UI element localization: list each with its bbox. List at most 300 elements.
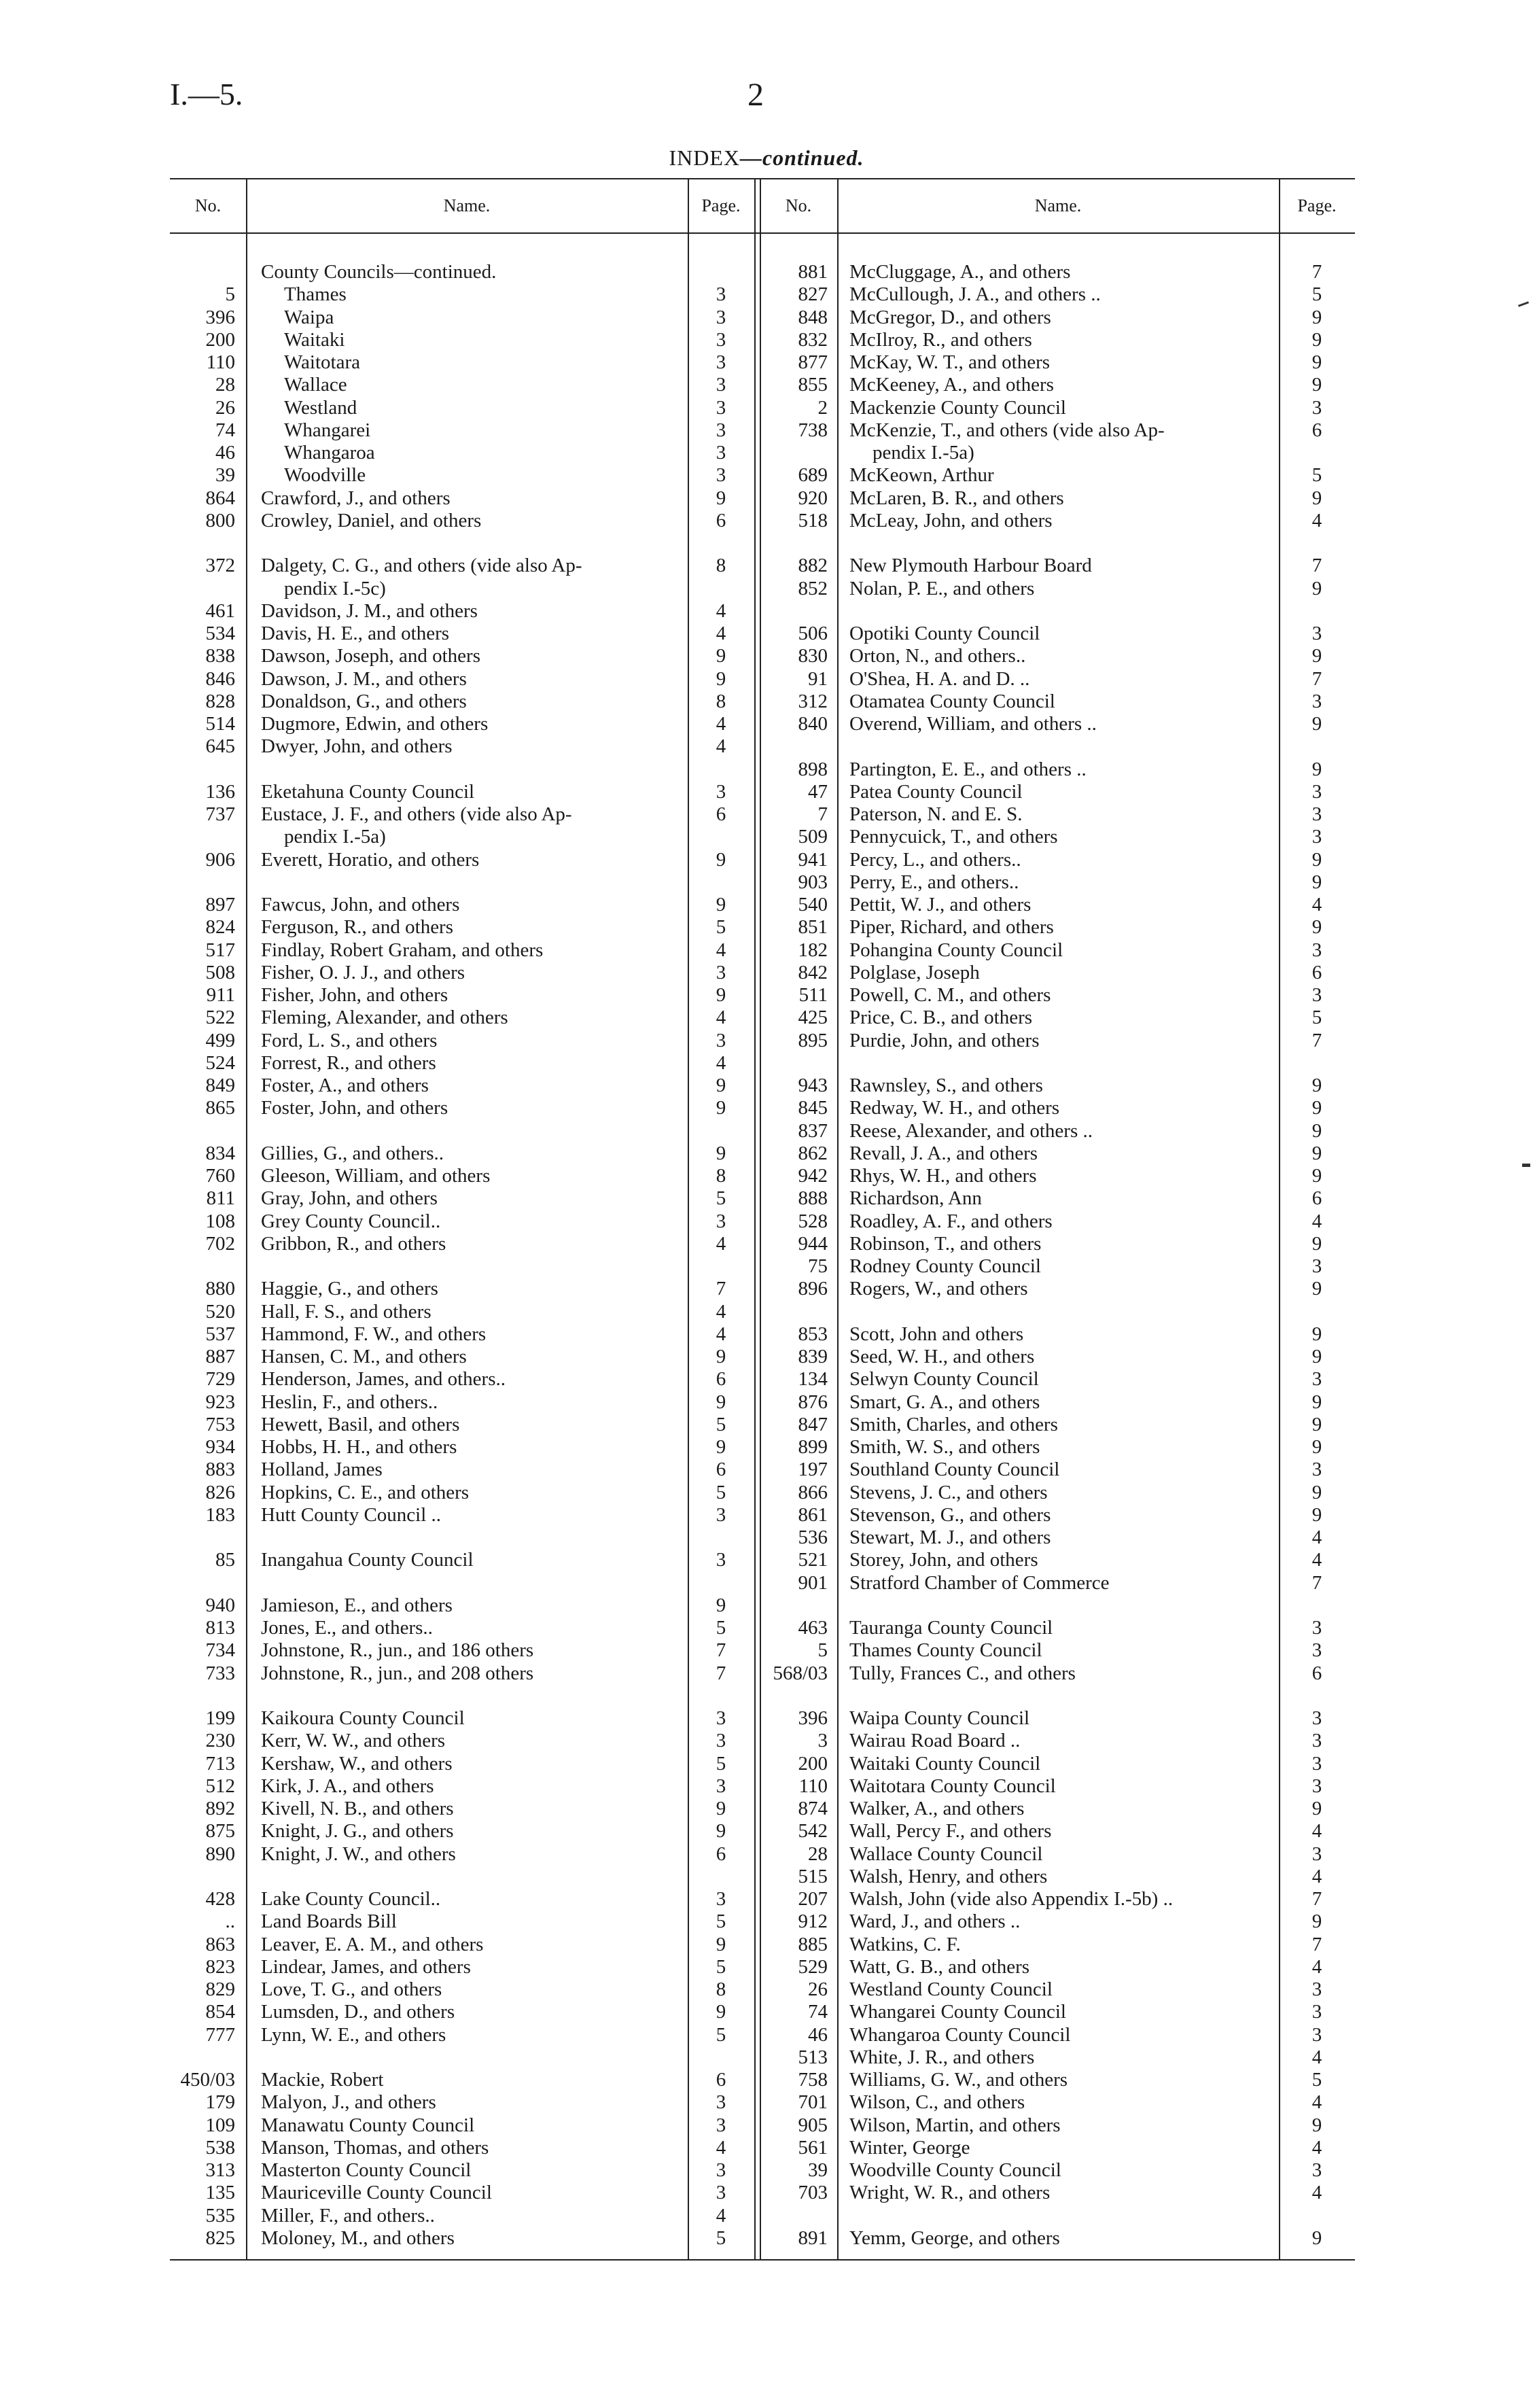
page-number: 2: [747, 77, 764, 113]
table-row: [170, 510, 754, 532]
entry-number: 901: [798, 1571, 828, 1594]
entry-page: 3: [1311, 1752, 1322, 1775]
table-row: [170, 1459, 754, 1481]
entry-number: 823: [205, 1955, 235, 1978]
table-row: [170, 2046, 754, 2069]
entry-number: 499: [205, 1029, 235, 1051]
table-row: [760, 758, 1355, 781]
entry-number: 26: [808, 1978, 828, 2000]
entry-page: 4: [1311, 2182, 1322, 2204]
entry-page: 9: [716, 645, 726, 667]
entry-number: 520: [205, 1300, 235, 1323]
entry-page: 7: [1311, 1933, 1322, 1955]
entry-name: Haggie, G., and others: [261, 1278, 438, 1300]
entry-name: Wairau Road Board ..: [849, 1730, 1021, 1752]
entry-number: 463: [798, 1617, 828, 1639]
entry-page: 9: [716, 1594, 726, 1616]
entry-name: Everett, Horatio, and others: [261, 848, 480, 871]
entry-page: 9: [716, 1075, 726, 1096]
entry-name: Mackie, Robert: [261, 2069, 384, 2091]
entry-name: Pennycuick, T., and others: [849, 826, 1058, 848]
entry-number: 826: [205, 1481, 235, 1503]
entry-name: Lindear, James, and others: [261, 1955, 471, 1978]
table-row: [760, 397, 1355, 419]
entry-name: Williams, G. W., and others: [849, 2069, 1068, 2091]
entry-number: 824: [205, 916, 235, 939]
entry-name: McKeown, Arthur: [849, 464, 994, 487]
entry-number: 854: [205, 2001, 235, 2023]
entry-name: Purdie, John, and others: [849, 1029, 1040, 1051]
entry-number: 940: [205, 1594, 235, 1616]
entry-number: 2: [817, 396, 828, 419]
entry-name: Paterson, N. and E. S.: [849, 803, 1023, 825]
entry-number: 920: [798, 487, 828, 509]
entry-page: 9: [716, 1933, 726, 1955]
entry-name: Lake County Council..: [261, 1888, 441, 1910]
table-row: [170, 532, 754, 555]
entry-number: 5: [817, 1639, 828, 1662]
entry-number: 108: [205, 1210, 235, 1232]
entry-page: 7: [1311, 1029, 1322, 1051]
table-row: [760, 1482, 1355, 1504]
entry-name: Mauriceville County Council: [261, 2182, 492, 2204]
table-row: [760, 1255, 1355, 1278]
entry-page: 9: [1311, 1481, 1322, 1503]
table-row: [760, 1323, 1355, 1346]
entry-page: 9: [1311, 1097, 1322, 1119]
entry-number: 75: [808, 1255, 828, 1277]
table-row: [760, 283, 1355, 306]
entry-name: Gillies, G., and others..: [261, 1142, 444, 1164]
entry-page: 3: [1311, 826, 1322, 848]
entry-name: Hewett, Basil, and others: [261, 1413, 460, 1435]
entry-page: 4: [716, 1007, 726, 1029]
entry-page: 9: [1311, 1165, 1322, 1187]
table-row: [760, 2024, 1355, 2046]
entry-page: 7: [1311, 555, 1322, 577]
entry-page: 3: [716, 2182, 726, 2204]
table-row: [760, 487, 1355, 510]
entry-number: 689: [798, 464, 828, 487]
table-row: [760, 1301, 1355, 1323]
entry-page: 5: [716, 1481, 726, 1503]
entry-page: 3: [1311, 1639, 1322, 1662]
table-row: [170, 1075, 754, 1097]
entry-name: Wilson, Martin, and others: [849, 2114, 1061, 2136]
entry-number: 911: [206, 984, 235, 1006]
entry-number: 515: [798, 1865, 828, 1887]
entry-name: Dwyer, John, and others: [261, 735, 453, 758]
entry-name: Wall, Percy F., and others: [849, 1820, 1052, 1843]
entry-name: Hopkins, C. E., and others: [261, 1481, 470, 1503]
entry-name: pendix I.-5c): [284, 577, 386, 599]
entry-page: 9: [1311, 645, 1322, 667]
entry-page: 8: [716, 690, 726, 712]
entry-page: 3: [1311, 2159, 1322, 2181]
entry-number: 5: [225, 283, 235, 306]
table-row: [170, 894, 754, 916]
entry-name: McKenzie, T., and others (vide also Ap-: [849, 419, 1165, 441]
entry-name: Donaldson, G., and others: [261, 690, 467, 712]
table-row: [760, 645, 1355, 667]
entry-name: Hutt County Council ..: [261, 1503, 442, 1526]
table-row: [170, 397, 754, 419]
table-row: [170, 2069, 754, 2091]
table-row: [760, 2091, 1355, 2114]
entry-number: 777: [205, 2023, 235, 2046]
table-row: [170, 1617, 754, 1639]
table-row: [760, 1165, 1355, 1187]
index-title-main: INDEX: [669, 145, 740, 170]
table-row: [170, 1572, 754, 1594]
table-row: [760, 510, 1355, 532]
entry-number: 513: [798, 2046, 828, 2068]
table-row: [760, 1459, 1355, 1481]
entry-name: Whangarei County Council: [849, 2001, 1066, 2023]
table-row: [760, 1368, 1355, 1391]
entry-number: 568/03: [773, 1662, 828, 1684]
table-row: [170, 826, 754, 848]
entry-page: 9: [1311, 1413, 1322, 1435]
entry-name: McKeeney, A., and others: [849, 374, 1054, 396]
table-row: [760, 623, 1355, 645]
entry-name: Woodville: [284, 464, 366, 487]
entry-page: 9: [1311, 1142, 1322, 1164]
table-row: [170, 1391, 754, 1414]
table-row: [170, 871, 754, 894]
entry-number: ..: [225, 1910, 235, 1933]
entry-number: 800: [205, 509, 235, 531]
table-row: [170, 1639, 754, 1662]
table-row: [170, 1097, 754, 1119]
entry-page: 6: [716, 1843, 726, 1865]
table-row: [760, 1910, 1355, 1933]
entry-number: 450/03: [180, 2069, 235, 2091]
entry-number: 183: [205, 1503, 235, 1526]
entry-number: 845: [798, 1097, 828, 1119]
entry-page: 3: [716, 1888, 726, 1910]
table-row: [760, 1030, 1355, 1052]
index-title: [0, 145, 1533, 171]
entry-page: 8: [716, 1978, 726, 2000]
entry-name: Ford, L. S., and others: [261, 1029, 438, 1051]
table-row: [760, 691, 1355, 713]
entry-number: 28: [215, 374, 235, 396]
table-row: [760, 2182, 1355, 2204]
table-row: [170, 1753, 754, 1775]
entry-page: 9: [1311, 1798, 1322, 1819]
entry-name: McCullough, J. A., and others ..: [849, 283, 1101, 306]
entry-number: 85: [215, 1549, 235, 1571]
entry-page: 9: [1311, 1119, 1322, 1142]
entry-page: 4: [716, 2204, 726, 2227]
entry-number: 135: [205, 2182, 235, 2204]
entry-page: 4: [716, 1323, 726, 1345]
table-row: [170, 691, 754, 713]
entry-number: 511: [798, 984, 828, 1006]
entry-name: Fleming, Alexander, and others: [261, 1007, 508, 1029]
entry-name: Scott, John and others: [849, 1323, 1024, 1345]
table-row: [760, 1685, 1355, 1707]
entry-number: 518: [798, 509, 828, 531]
table-row: [760, 871, 1355, 894]
entry-name: Pettit, W. J., and others: [849, 894, 1032, 915]
entry-number: 876: [798, 1391, 828, 1413]
entry-number: 529: [798, 1955, 828, 1978]
entry-name: Malyon, J., and others: [261, 2091, 436, 2114]
entry-name: Dugmore, Edwin, and others: [261, 713, 489, 735]
entry-page: 6: [716, 1368, 726, 1391]
entry-name: Wallace County Council: [849, 1843, 1043, 1865]
entry-number: 874: [798, 1798, 828, 1819]
entry-number: 892: [205, 1798, 235, 1819]
entry-name: pendix I.-5a): [873, 442, 974, 464]
entry-name: Eketahuna County Council: [261, 780, 475, 803]
table-row: [170, 781, 754, 803]
entry-name: Walker, A., and others: [849, 1798, 1025, 1819]
table-row: [760, 1414, 1355, 1436]
entry-page: 9: [1311, 1391, 1322, 1413]
entry-name: Orton, N., and others..: [849, 645, 1026, 667]
entry-page: 6: [1311, 419, 1322, 441]
entry-page: 9: [716, 1798, 726, 1819]
table-row: [170, 645, 754, 667]
entry-page: 3: [716, 1707, 726, 1729]
entry-number: 110: [206, 351, 235, 373]
entry-number: 109: [205, 2114, 235, 2136]
entry-number: 230: [205, 1730, 235, 1752]
table-row: [170, 329, 754, 351]
entry-name: Whangarei: [284, 419, 371, 441]
entry-number: 39: [215, 464, 235, 487]
entry-number: 200: [205, 328, 235, 351]
table-row: [170, 2114, 754, 2137]
entry-number: 942: [798, 1165, 828, 1187]
entry-name: Rogers, W., and others: [849, 1278, 1028, 1300]
entry-number: 828: [205, 690, 235, 712]
entry-page: 8: [716, 555, 726, 577]
entry-number: 837: [798, 1119, 828, 1142]
entry-number: 7: [817, 803, 828, 825]
entry-number: 738: [798, 419, 828, 441]
entry-name: Ferguson, R., and others: [261, 916, 454, 939]
entry-page: 9: [716, 2001, 726, 2023]
table-row: [170, 758, 754, 781]
entry-number: 197: [798, 1459, 828, 1481]
table-row: [760, 578, 1355, 600]
table-row: [170, 1007, 754, 1029]
entry-name: pendix I.-5a): [284, 826, 386, 848]
entry-page: 9: [1311, 1346, 1322, 1367]
table-row: [170, 1730, 754, 1752]
entry-page: 4: [1311, 1820, 1322, 1843]
entry-number: 703: [798, 2182, 828, 2204]
entry-number: 396: [798, 1707, 828, 1729]
entry-page: 9: [1311, 328, 1322, 351]
table-row: [170, 1549, 754, 1571]
table-row: [760, 1278, 1355, 1300]
entry-page: 4: [1311, 1865, 1322, 1887]
entry-page: 3: [716, 2091, 726, 2114]
entry-name: Findlay, Robert Graham, and others: [261, 939, 544, 961]
entry-page: 3: [1311, 1730, 1322, 1752]
entry-page: 3: [716, 419, 726, 441]
table-row: [170, 1255, 754, 1278]
entry-page: 5: [1311, 283, 1322, 306]
entry-number: 372: [205, 555, 235, 577]
entry-page: 4: [1311, 1210, 1322, 1232]
table-row: [170, 668, 754, 691]
table-top-rule: [170, 178, 1355, 179]
entry-page: 3: [716, 1029, 726, 1051]
entry-page: 9: [1311, 1503, 1322, 1526]
entry-page: 5: [716, 1955, 726, 1978]
entry-number: 846: [205, 667, 235, 690]
table-row: [170, 1594, 754, 1617]
header-bottom-rule: [170, 232, 1355, 234]
table-row: [760, 464, 1355, 487]
table-row: [760, 713, 1355, 735]
entry-number: 912: [798, 1910, 828, 1933]
entry-number: 701: [798, 2091, 828, 2114]
entry-page: 5: [716, 1617, 726, 1639]
entry-page: 9: [1311, 1075, 1322, 1096]
table-row: [760, 555, 1355, 577]
entry-page: 9: [716, 984, 726, 1006]
table-row: [170, 1414, 754, 1436]
table-row: [760, 2114, 1355, 2137]
entry-name: Westland: [284, 396, 357, 419]
table-row: [170, 600, 754, 623]
entry-page: 7: [1311, 667, 1322, 690]
entry-number: 46: [808, 2023, 828, 2046]
table-row: [760, 442, 1355, 464]
entry-name: Watt, G. B., and others: [849, 1955, 1030, 1978]
table-row: [760, 1843, 1355, 1866]
table-row: [760, 1097, 1355, 1119]
table-row: [760, 1504, 1355, 1526]
table-row: [170, 374, 754, 396]
entry-number: 536: [798, 1526, 828, 1548]
entry-name: Dalgety, C. G., and others (vide also Ap-: [261, 555, 582, 577]
entry-name: Gray, John, and others: [261, 1187, 438, 1210]
entry-name: Love, T. G., and others: [261, 1978, 442, 2000]
entry-name: Knight, J. G., and others: [261, 1820, 454, 1843]
entry-number: 896: [798, 1278, 828, 1300]
entry-number: 729: [205, 1368, 235, 1391]
entry-name: McLaren, B. R., and others: [849, 487, 1064, 509]
entry-page: 3: [716, 961, 726, 983]
entry-page: 6: [716, 1459, 726, 1481]
entry-number: 813: [205, 1617, 235, 1639]
entry-number: 941: [798, 848, 828, 871]
entry-name: Revall, J. A., and others: [849, 1142, 1038, 1164]
entry-page: 9: [716, 894, 726, 915]
entry-page: 6: [716, 803, 726, 825]
entry-name: Price, C. B., and others: [849, 1007, 1033, 1029]
table-row: [170, 1482, 754, 1504]
table-row: [170, 1030, 754, 1052]
entry-number: 865: [205, 1097, 235, 1119]
entry-name: Smart, G. A., and others: [849, 1391, 1040, 1413]
entry-name: Walsh, Henry, and others: [849, 1865, 1048, 1887]
entry-number: 713: [205, 1752, 235, 1775]
entry-name: Mackenzie County Council: [849, 396, 1066, 419]
table-row: [760, 351, 1355, 374]
entry-name: O'Shea, H. A. and D. ..: [849, 667, 1030, 690]
table-row: [760, 1052, 1355, 1075]
entry-page: 4: [716, 1300, 726, 1323]
entry-number: 534: [205, 623, 235, 644]
entry-name: Winter, George: [849, 2136, 970, 2159]
entry-number: 517: [205, 939, 235, 961]
entry-page: 3: [1311, 1368, 1322, 1391]
entry-name: Johnstone, R., jun., and 186 others: [261, 1639, 534, 1662]
entry-page: 7: [716, 1278, 726, 1300]
entry-page: 9: [1311, 374, 1322, 396]
entry-name: Redway, W. H., and others: [849, 1097, 1060, 1119]
table-row: [170, 555, 754, 577]
entry-number: 758: [798, 2069, 828, 2091]
entry-number: 861: [798, 1503, 828, 1526]
entry-name: Fisher, John, and others: [261, 984, 448, 1006]
entry-page: 6: [716, 2069, 726, 2091]
entry-page: 3: [716, 1549, 726, 1571]
table-row: [170, 1888, 754, 1910]
table-row: [760, 1730, 1355, 1752]
header-no-left: No.: [194, 196, 222, 215]
table-bottom-rule: [170, 2259, 1355, 2261]
entry-number: 535: [205, 2204, 235, 2227]
entry-name: Watkins, C. F.: [849, 1933, 961, 1955]
table-row: [760, 1753, 1355, 1775]
table-row: [760, 803, 1355, 826]
entry-number: 645: [205, 735, 235, 758]
table-row: [170, 1775, 754, 1798]
entry-page: 7: [716, 1639, 726, 1662]
entry-page: 3: [716, 283, 726, 306]
margin-mark: [1518, 301, 1529, 307]
table-row: [760, 894, 1355, 916]
table-row: [760, 962, 1355, 984]
entry-page: 9: [1311, 1278, 1322, 1300]
entry-page: 7: [1311, 1571, 1322, 1594]
index-title-suffix: —continued.: [739, 145, 864, 170]
entry-number: 28: [808, 1843, 828, 1865]
entry-page: 5: [716, 1187, 726, 1210]
table-row: [170, 2001, 754, 2023]
entry-name: Holland, James: [261, 1459, 383, 1481]
entry-name: Reese, Alexander, and others ..: [849, 1119, 1093, 1142]
entry-number: 898: [798, 758, 828, 780]
entry-number: 312: [798, 690, 828, 712]
table-row: [760, 668, 1355, 691]
entry-number: 207: [798, 1888, 828, 1910]
entry-page: 3: [716, 780, 726, 803]
entry-name: Dawson, J. M., and others: [261, 667, 467, 690]
entry-number: 880: [205, 1278, 235, 1300]
entry-number: 74: [215, 419, 235, 441]
header-page-right: Page.: [1297, 196, 1337, 215]
table-row: [170, 803, 754, 826]
table-row: [170, 1978, 754, 2001]
entry-name: Kaikoura County Council: [261, 1707, 465, 1729]
entry-name: Seed, W. H., and others: [849, 1346, 1035, 1367]
table-row: [170, 1820, 754, 1843]
entry-name: Lynn, W. E., and others: [261, 2023, 446, 2046]
entry-name: Otamatea County Council: [849, 690, 1055, 712]
entry-page: 3: [1311, 1775, 1322, 1797]
